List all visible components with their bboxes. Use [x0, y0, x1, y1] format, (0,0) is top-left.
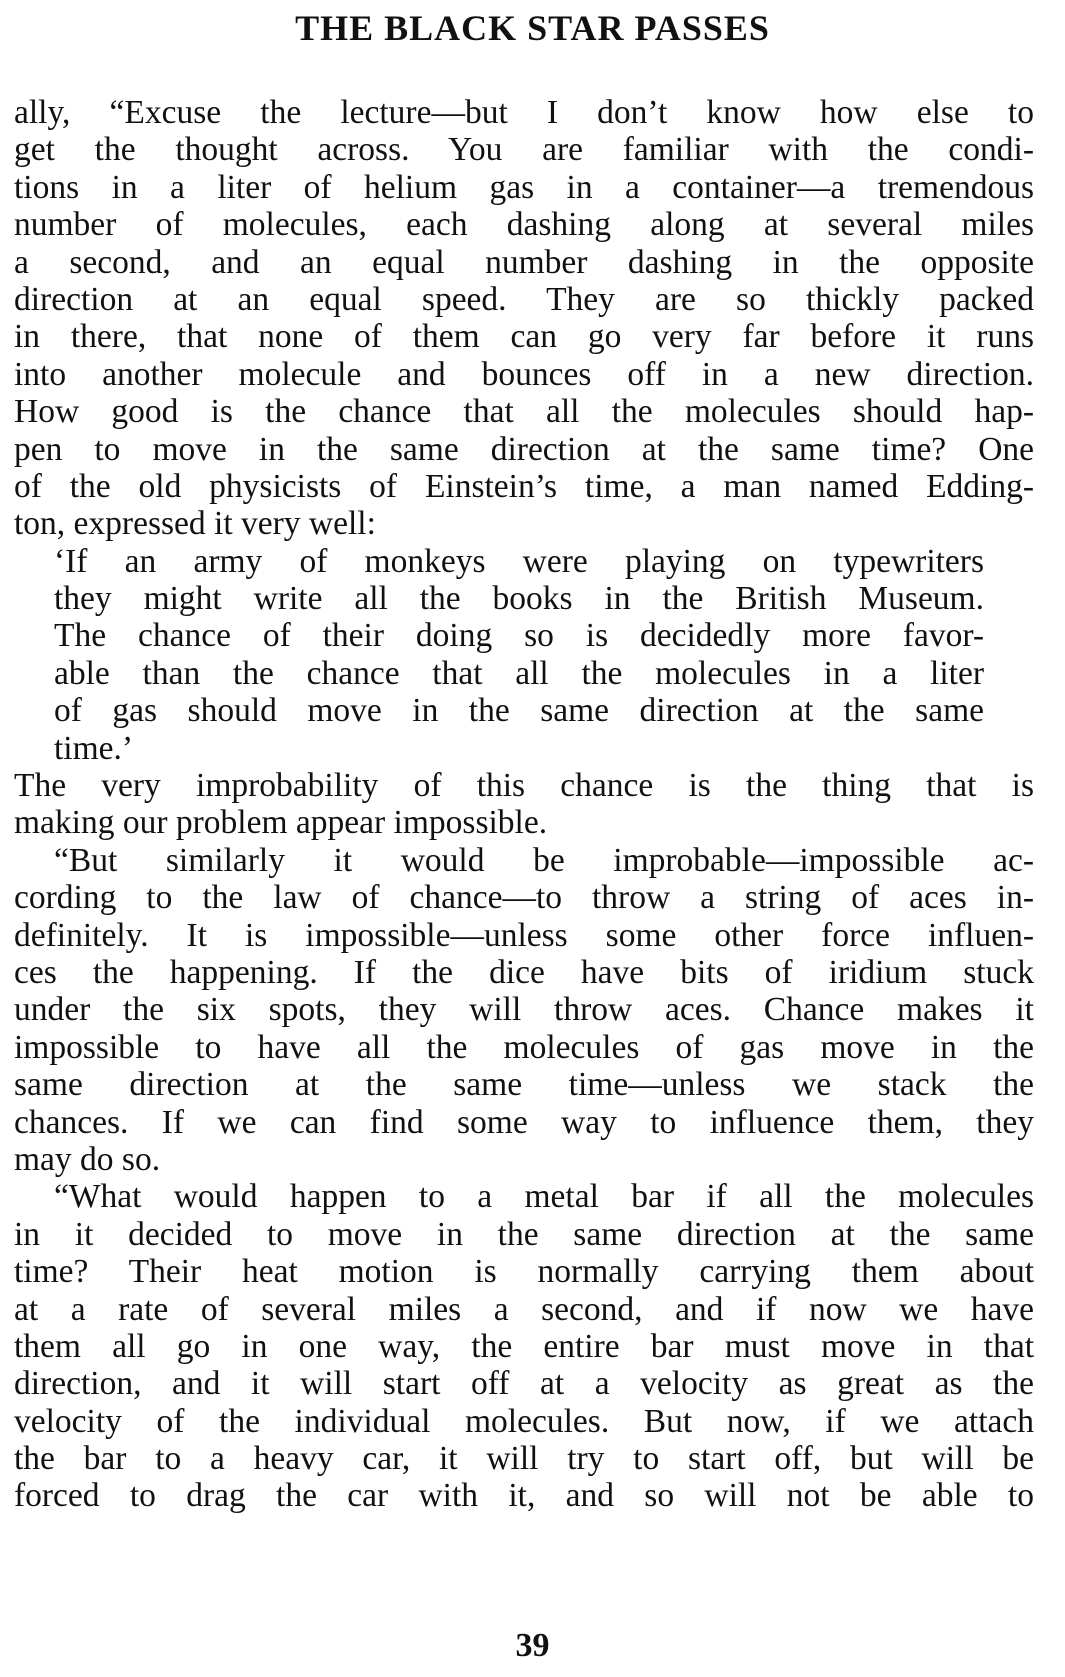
text-line: forced to drag the car with it, and so will not be able to	[14, 1477, 1034, 1515]
text-line: time? Their heat motion is normally carrying them about	[14, 1253, 1034, 1291]
text-line: “What would happen to a metal bar if all the molecules	[54, 1178, 1034, 1216]
text-line: “But similarly it would be improbable—impossible ac-	[54, 841, 1034, 879]
text-line: of the old physicists of Einstein’s time, a man named Edding-	[14, 467, 1034, 505]
text-line: ‘If an army of monkeys were playing on typewriters	[54, 542, 984, 580]
text-line: chances. If we can find some way to influence them, they	[14, 1103, 1034, 1141]
text-line: get the thought across. You are familiar with the condi-	[14, 131, 1034, 169]
body-text	[14, 94, 1034, 1515]
text-line: cording to the law of chance—to throw a string of aces in-	[14, 879, 1034, 917]
text-line: direction, and it will start off at a velocity as great as the	[14, 1365, 1034, 1403]
text-line: of gas should move in the same direction at the same	[54, 692, 984, 730]
text-line: pen to move in the same direction at the same time? One	[14, 430, 1034, 468]
text-line: number of molecules, each dashing along at several miles	[14, 206, 1034, 244]
text-line: ces the happening. If the dice have bits of iridium stuck	[14, 953, 1034, 991]
text-line: tions in a liter of helium gas in a container—a tremendous	[14, 168, 1034, 206]
text-line: in there, that none of them can go very far before it runs	[14, 318, 1034, 356]
running-head: THE BLACK STAR PASSES	[295, 8, 770, 48]
text-line: the bar to a heavy car, it will try to start off, but will be	[14, 1440, 1034, 1478]
text-line: making our problem appear impossible.	[14, 804, 548, 842]
text-line: How good is the chance that all the molecules should hap-	[14, 393, 1034, 431]
text-line: velocity of the individual molecules. But now, if we attach	[14, 1402, 1034, 1440]
text-line: definitely. It is impossible—unless some other force influen-	[14, 916, 1034, 954]
text-line: time.’	[54, 729, 134, 767]
text-line: into another molecule and bounces off in a new direction.	[14, 355, 1034, 393]
text-line: in it decided to move in the same direction at the same	[14, 1215, 1034, 1253]
text-line: may do so.	[14, 1140, 161, 1178]
text-line: a second, and an equal number dashing in the opposite	[14, 243, 1034, 281]
text-line: them all go in one way, the entire bar must move in that	[14, 1327, 1034, 1365]
text-line: they might write all the books in the British Museum.	[54, 580, 984, 618]
text-line: impossible to have all the molecules of gas move in the	[14, 1028, 1034, 1066]
text-line: ally, “Excuse the lecture—but I don’t know how else to	[14, 94, 1034, 131]
text-line: ton, expressed it very well:	[14, 505, 376, 543]
text-line: The chance of their doing so is decidedly more favor-	[54, 617, 984, 655]
text-line: The very improbability of this chance is the thing that is	[14, 767, 1034, 805]
page-number: 39	[515, 1627, 550, 1664]
text-line: at a rate of several miles a second, and if now we have	[14, 1290, 1034, 1328]
text-line: same direction at the same time—unless we stack the	[14, 1066, 1034, 1104]
text-line: able than the chance that all the molecules in a liter	[54, 654, 984, 692]
text-line: under the six spots, they will throw aces. Chance makes it	[14, 991, 1034, 1029]
text-line: direction at an equal speed. They are so thickly packed	[14, 280, 1034, 318]
